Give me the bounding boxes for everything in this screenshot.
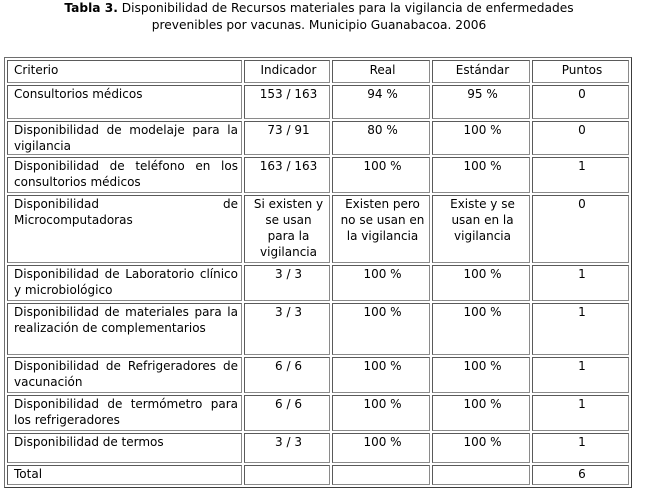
cell-estandar: 95 % [432, 85, 530, 119]
cell-criterio: Disponibilidad de modelaje para la vigilancia [7, 121, 242, 155]
header-indicador: Indicador [244, 60, 330, 83]
cell-puntos: 1 [532, 265, 629, 301]
cell-puntos: 0 [532, 121, 629, 155]
table-row [7, 395, 629, 431]
cell-indicador: 153 / 163 [244, 85, 330, 119]
cell-criterio: Disponibilidad de termómetro para los refrigeradores [7, 395, 242, 431]
caption-title-part-2: prevenibles por vacunas. Municipio Guanabacoa. 2006 [151, 18, 487, 32]
table-row [7, 433, 629, 463]
header-real: Real [332, 60, 430, 83]
table-row [7, 265, 629, 301]
cell-criterio: Disponibilidad de teléfono en los consultorios médicos [7, 157, 242, 193]
cell-estandar: 100 % [432, 433, 530, 463]
table-container [4, 57, 632, 488]
table-total-row [7, 465, 629, 485]
cell-indicador [244, 465, 330, 485]
cell-criterio: Disponibilidad de materiales para la realización de complementarios [7, 303, 242, 355]
table-row [7, 303, 629, 355]
cell-estandar: Existe y se usan en la vigilancia [432, 195, 530, 263]
cell-real: Existen pero no se usan en la vigilancia [332, 195, 430, 263]
cell-estandar: 100 % [432, 395, 530, 431]
cell-puntos: 1 [532, 433, 629, 463]
cell-real: 80 % [332, 121, 430, 155]
cell-puntos: 1 [532, 395, 629, 431]
header-puntos: Puntos [532, 60, 629, 83]
header-estandar: Estándar [432, 60, 530, 83]
cell-real: 100 % [332, 265, 430, 301]
cell-puntos: 0 [532, 195, 629, 263]
cell-real: 100 % [332, 157, 430, 193]
cell-criterio: Consultorios médicos [7, 85, 242, 119]
cell-criterio: Disponibilidad de Refrigeradores de vacunación [7, 357, 242, 393]
cell-indicador: 163 / 163 [244, 157, 330, 193]
cell-puntos: 1 [532, 303, 629, 355]
cell-indicador: 6 / 6 [244, 357, 330, 393]
cell-estandar: 100 % [432, 303, 530, 355]
table-caption [0, 0, 638, 34]
table-row [7, 157, 629, 193]
cell-estandar: 100 % [432, 121, 530, 155]
header-criterio: Criterio [7, 60, 242, 83]
cell-puntos: 1 [532, 157, 629, 193]
cell-puntos: 0 [532, 85, 629, 119]
cell-total-label: Total [7, 465, 242, 485]
cell-estandar: 100 % [432, 157, 530, 193]
table-row [7, 121, 629, 155]
cell-criterio: Disponibilidad de Laboratorio clínico y microbiológico [7, 265, 242, 301]
caption-title-part-1: Disponibilidad de Recursos materiales para la vigilancia de enfermedades [117, 1, 574, 15]
table-row [7, 85, 629, 119]
cell-puntos: 1 [532, 357, 629, 393]
cell-indicador: 3 / 3 [244, 433, 330, 463]
table-row [7, 195, 629, 263]
cell-real: 100 % [332, 303, 430, 355]
cell-estandar [432, 465, 530, 485]
caption-line-1 [0, 0, 638, 17]
resources-table [4, 57, 632, 488]
caption-label: Tabla 3. [64, 1, 118, 15]
cell-criterio: Disponibilidad de termos [7, 433, 242, 463]
cell-real: 100 % [332, 357, 430, 393]
cell-indicador: 3 / 3 [244, 265, 330, 301]
table-row [7, 357, 629, 393]
table-header-row [7, 60, 629, 83]
cell-real: 100 % [332, 433, 430, 463]
cell-criterio: Disponibilidad de Microcomputadoras [7, 195, 242, 263]
cell-indicador: 6 / 6 [244, 395, 330, 431]
cell-total-puntos: 6 [532, 465, 629, 485]
cell-indicador: 73 / 91 [244, 121, 330, 155]
cell-real: 94 % [332, 85, 430, 119]
cell-real [332, 465, 430, 485]
cell-real: 100 % [332, 395, 430, 431]
cell-indicador: 3 / 3 [244, 303, 330, 355]
cell-estandar: 100 % [432, 357, 530, 393]
cell-estandar: 100 % [432, 265, 530, 301]
cell-indicador: Si existen y se usan para la vigilancia [244, 195, 330, 263]
